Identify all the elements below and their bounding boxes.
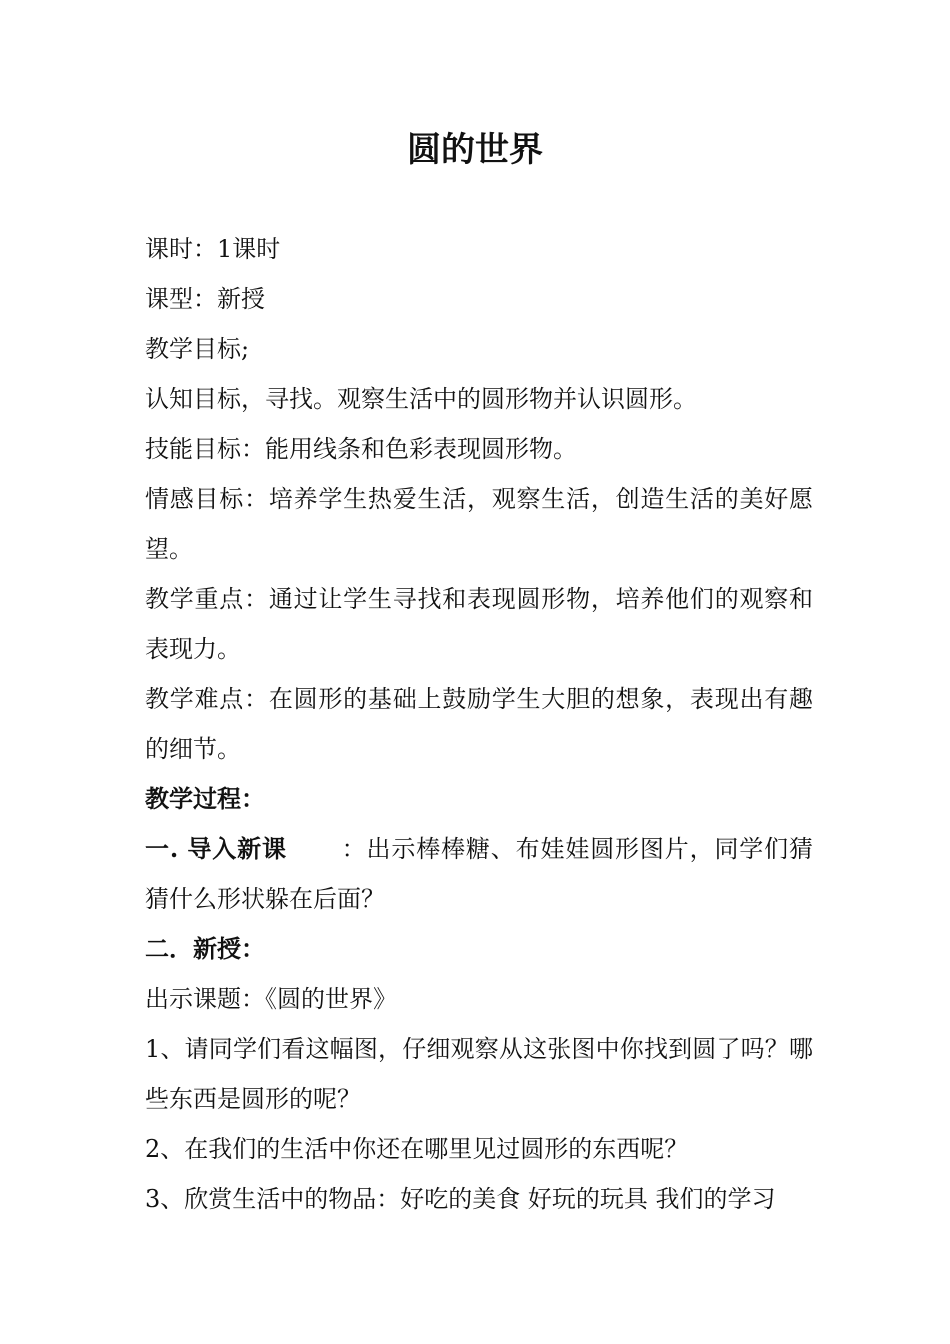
difficulty-paragraph: 教学难点：在圆形的基础上鼓励学生大胆的想象，表现出有趣的细节。	[145, 685, 813, 763]
item-1-paragraph: 1、请同学们看这幅图，仔细观察从这张图中你找到圆了吗？哪些东西是圆形的呢？	[145, 1035, 813, 1113]
cognitive-goal-line: 认知目标，寻找。观察生活中的圆形物并认识圆形。	[145, 385, 697, 413]
emotional-goal-paragraph: 情感目标：培养学生热爱生活，观察生活，创造生活的美好愿望。	[145, 485, 813, 563]
intro-heading: 一. 导入新课	[145, 834, 287, 863]
intro-text: ：出示棒棒糖、布娃娃圆形图片，同学们猜猜什么形状躲在后面？	[145, 835, 814, 913]
item-2-line: 2、在我们的生活中你还在哪里见过圆形的东西呢？	[145, 1135, 689, 1163]
process-heading: 教学过程：	[145, 784, 265, 813]
show-topic-line: 出示课题：《圆的世界》	[145, 985, 397, 1013]
new-lesson-heading: 二．新授：	[145, 934, 265, 963]
lesson-type-line: 课型：新授	[145, 285, 265, 313]
item-3-line: 3、欣赏生活中的物品：好吃的美食 好玩的玩具 我们的学习	[145, 1185, 776, 1213]
key-point-paragraph: 教学重点：通过让学生寻找和表现圆形物，培养他们的观察和表现力。	[145, 585, 813, 663]
class-hours-line: 课时：1课时	[145, 235, 281, 263]
teaching-goals-line: 教学目标;	[145, 335, 250, 363]
document-title: 圆的世界	[407, 130, 543, 170]
document-body	[145, 224, 813, 1224]
skill-goal-line: 技能目标：能用线条和色彩表现圆形物。	[145, 435, 577, 463]
intro-paragraph	[145, 824, 813, 924]
